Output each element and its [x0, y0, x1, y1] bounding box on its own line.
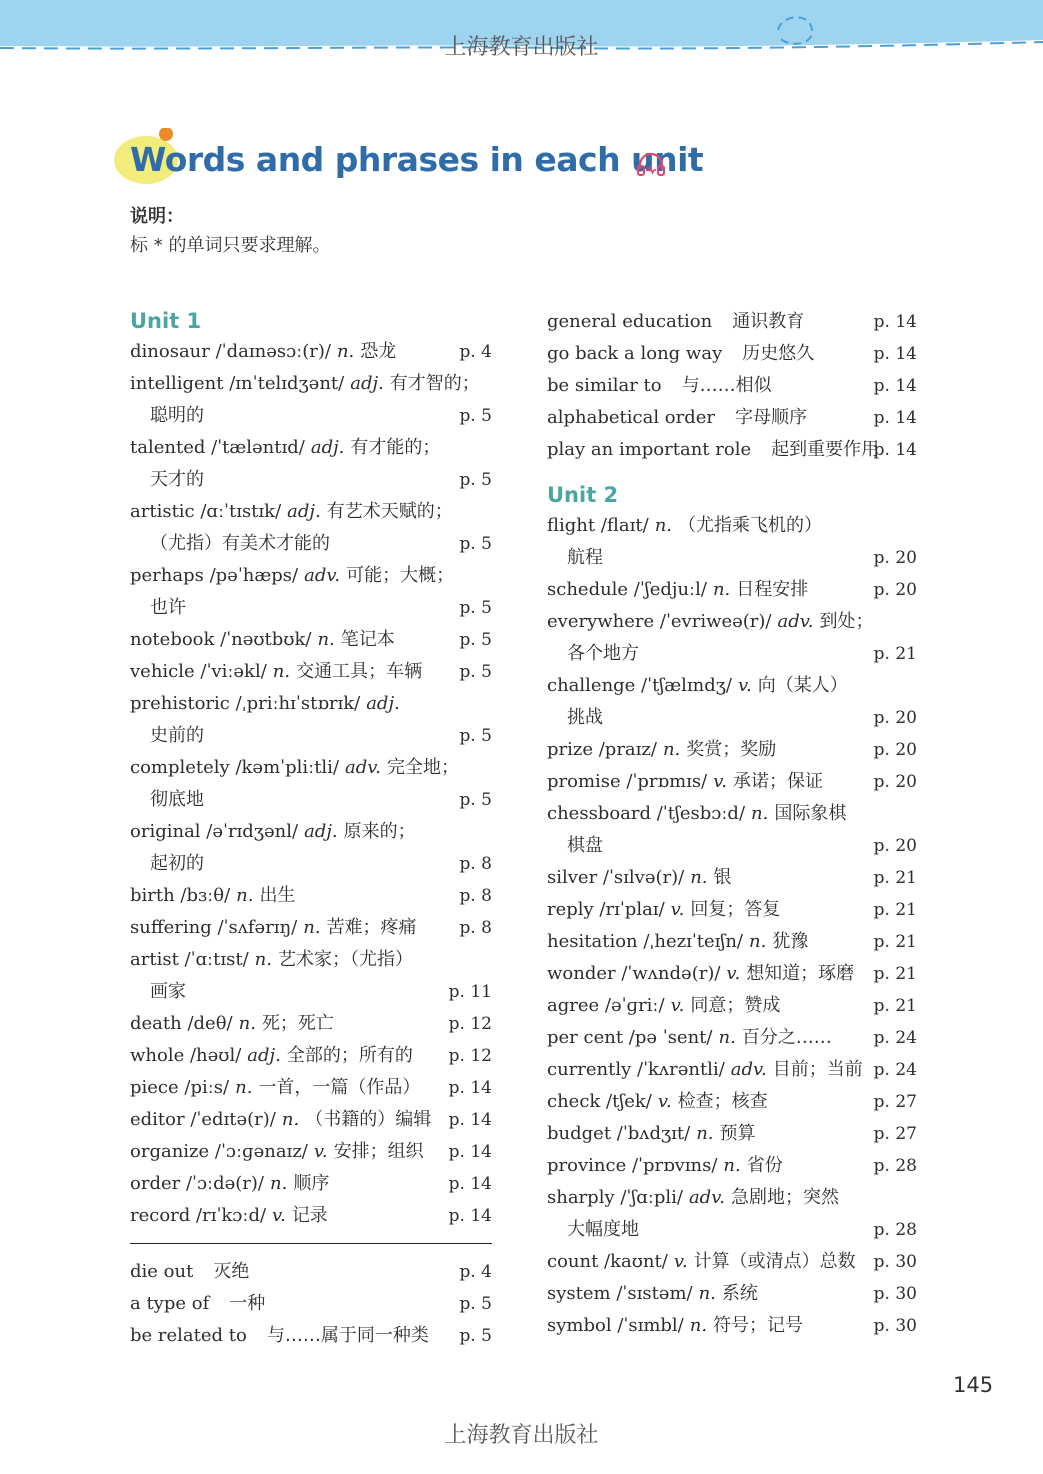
- page-ref: p. 20: [873, 772, 917, 792]
- word-entry: reply /rɪˈplaɪ/ v. 回复；答复 p. 21: [547, 894, 917, 926]
- page-ref: p. 20: [873, 740, 917, 760]
- word-entry: budget /ˈbʌdʒɪt/ n. 预算 p. 27: [547, 1118, 917, 1150]
- word-entry-continuation: 挑战 p. 20: [547, 702, 917, 734]
- word-entry: per cent /pə ˈsent/ n. 百分之…… p. 24: [547, 1022, 917, 1054]
- page-ref: p. 24: [873, 1060, 917, 1080]
- page-number: 145: [953, 1373, 994, 1397]
- word-entry: symbol /ˈsɪmbl/ n. 符号；记号 p. 30: [547, 1310, 917, 1342]
- page-ref: p. 12: [448, 1046, 492, 1066]
- page-ref: p. 21: [873, 964, 917, 984]
- page-ref: p. 20: [873, 548, 917, 568]
- page-ref: p. 5: [459, 630, 492, 650]
- word-entry-continuation: 起初的 p. 8: [130, 848, 492, 880]
- word-entry-continuation: （尤指）有美术才能的 p. 5: [130, 528, 492, 560]
- word-entry: agree /əˈɡriː/ v. 同意；赞成 p. 21: [547, 990, 917, 1022]
- publisher-watermark-top: 上海教育出版社: [444, 35, 599, 60]
- page-ref: p. 21: [873, 868, 917, 888]
- phrase-entry: die out 灭绝 p. 4: [130, 1256, 492, 1288]
- page-ref: p. 5: [459, 598, 492, 618]
- page-ref: p. 5: [459, 1326, 492, 1346]
- left-column: [130, 306, 492, 1352]
- page-ref: p. 14: [448, 1110, 492, 1130]
- word-entry: notebook /ˈnəʊtbʊk/ n. 笔记本 p. 5: [130, 624, 492, 656]
- word-entry: check /tʃek/ v. 检查；核查 p. 27: [547, 1086, 917, 1118]
- page-ref: p. 14: [873, 408, 917, 428]
- page-ref: p. 21: [873, 644, 917, 664]
- page-ref: p. 28: [873, 1220, 917, 1240]
- word-entry: province /ˈprɒvɪns/ n. 省份 p. 28: [547, 1150, 917, 1182]
- phrase-entry: play an important role 起到重要作用 p. 14: [547, 434, 917, 466]
- word-entry: count /kaʊnt/ v. 计算（或清点）总数 p. 30: [547, 1246, 917, 1278]
- page-ref: p. 27: [873, 1092, 917, 1112]
- word-entry: schedule /ˈʃedjuːl/ n. 日程安排 p. 20: [547, 574, 917, 606]
- word-entry-continuation: 大幅度地 p. 28: [547, 1214, 917, 1246]
- word-entry-continuation: 画家 p. 11: [130, 976, 492, 1008]
- word-entry: wonder /ˈwʌndə(r)/ v. 想知道；琢磨 p. 21: [547, 958, 917, 990]
- page-ref: p. 27: [873, 1124, 917, 1144]
- note-body: 标 * 的单词只要求理解。: [130, 235, 331, 256]
- phrase-entry: general education 通识教育 p. 14: [547, 306, 917, 338]
- page-ref: p. 14: [873, 376, 917, 396]
- page-ref: p. 28: [873, 1156, 917, 1176]
- phrase-entry: go back a long way 历史悠久 p. 14: [547, 338, 917, 370]
- word-entry-continuation: 也许 p. 5: [130, 592, 492, 624]
- page-ref: p. 20: [873, 708, 917, 728]
- word-entry: artistic /ɑːˈtɪstɪk/ adj. 有艺术天赋的；: [130, 501, 453, 522]
- word-entry: prehistoric /ˌpriːhɪˈstɒrɪk/ adj.: [130, 693, 400, 714]
- page-ref: p. 20: [873, 836, 917, 856]
- page-ref: p. 5: [459, 470, 492, 490]
- word-entry: sharply /ˈʃɑːpli/ adv. 急剧地；突然: [547, 1187, 839, 1208]
- page-ref: p. 14: [873, 440, 917, 460]
- word-entry: vehicle /ˈviːəkl/ n. 交通工具；车辆 p. 5: [130, 656, 492, 688]
- page-ref: p. 11: [448, 982, 492, 1002]
- word-entry-continuation: 彻底地 p. 5: [130, 784, 492, 816]
- word-entry: birth /bɜːθ/ n. 出生 p. 8: [130, 880, 492, 912]
- page-ref: p. 4: [459, 1262, 492, 1282]
- word-entry-continuation: 各个地方 p. 21: [547, 638, 917, 670]
- page-title: Words and phrases in each unit: [130, 140, 704, 179]
- page-ref: p. 5: [459, 406, 492, 426]
- page-ref: p. 12: [448, 1014, 492, 1034]
- page-ref: p. 5: [459, 790, 492, 810]
- page-ref: p. 30: [873, 1316, 917, 1336]
- word-entry: organize /ˈɔːɡənaɪz/ v. 安排；组织 p. 14: [130, 1136, 492, 1168]
- word-entry-continuation: 史前的 p. 5: [130, 720, 492, 752]
- page-ref: p. 8: [459, 854, 492, 874]
- page-ref: p. 20: [873, 580, 917, 600]
- word-entry: completely /kəmˈpliːtli/ adv. 完全地；: [130, 757, 460, 778]
- word-entry: dinosaur /ˈdaɪnəsɔː(r)/ n. 恐龙 p. 4: [130, 336, 492, 368]
- page-ref: p. 14: [448, 1142, 492, 1162]
- word-entry: silver /ˈsɪlvə(r)/ n. 银 p. 21: [547, 862, 917, 894]
- page-ref: p. 30: [873, 1252, 917, 1272]
- phrase-entry: be similar to 与……相似 p. 14: [547, 370, 917, 402]
- word-entry: death /deθ/ n. 死；死亡 p. 12: [130, 1008, 492, 1040]
- word-entry: intelligent /ɪnˈtelɪdʒənt/ adj. 有才智的；: [130, 373, 480, 394]
- page-ref: p. 14: [873, 312, 917, 332]
- word-entry: system /ˈsɪstəm/ n. 系统 p. 30: [547, 1278, 917, 1310]
- page-ref: p. 24: [873, 1028, 917, 1048]
- page-ref: p. 14: [448, 1174, 492, 1194]
- note-title: 说明：: [130, 206, 184, 227]
- word-entry: challenge /ˈtʃælɪndʒ/ v. 向（某人）: [547, 675, 848, 696]
- right-column: [547, 306, 917, 1342]
- page-ref: p. 5: [459, 662, 492, 682]
- phrase-entry: be related to 与……属于同一种类 p. 5: [130, 1320, 492, 1352]
- page-ref: p. 5: [459, 1294, 492, 1314]
- page-ref: p. 8: [459, 886, 492, 906]
- publisher-watermark-bottom: 上海教育出版社: [444, 1423, 599, 1448]
- word-entry: everywhere /ˈevriweə(r)/ adv. 到处；: [547, 611, 874, 632]
- headphones-icon: [636, 151, 666, 177]
- page-ref: p. 4: [459, 342, 492, 362]
- word-entry-continuation: 天才的 p. 5: [130, 464, 492, 496]
- word-entry: prize /praɪz/ n. 奖赏；奖励 p. 20: [547, 734, 917, 766]
- page-ref: p. 30: [873, 1284, 917, 1304]
- note-block: [130, 205, 330, 259]
- word-entry-continuation: 航程 p. 20: [547, 542, 917, 574]
- word-entry: chessboard /ˈtʃesbɔːd/ n. 国际象棋: [547, 803, 847, 824]
- page-ref: p. 21: [873, 900, 917, 920]
- word-entry: artist /ˈɑːtɪst/ n. 艺术家；（尤指）: [130, 949, 413, 970]
- word-entry: editor /ˈedɪtə(r)/ n. （书籍的）编辑 p. 14: [130, 1104, 492, 1136]
- phrase-entry: alphabetical order 字母顺序 p. 14: [547, 402, 917, 434]
- page-ref: p. 5: [459, 726, 492, 746]
- word-entry: suffering /ˈsʌfərɪŋ/ n. 苦难；疼痛 p. 8: [130, 912, 492, 944]
- word-entry: perhaps /pəˈhæps/ adv. 可能；大概；: [130, 565, 455, 586]
- page-ref: p. 21: [873, 932, 917, 952]
- word-entry-continuation: 棋盘 p. 20: [547, 830, 917, 862]
- page-ref: p. 14: [448, 1078, 492, 1098]
- unit-1-heading: Unit 1: [130, 309, 202, 333]
- unit-2-heading: Unit 2: [547, 483, 619, 507]
- word-entry: whole /həʊl/ adj. 全部的；所有的 p. 12: [130, 1040, 492, 1072]
- page-ref: p. 14: [448, 1206, 492, 1226]
- word-entry: flight /flaɪt/ n. （尤指乘飞机的）: [547, 515, 823, 536]
- word-entry: currently /ˈkʌrəntli/ adv. 目前；当前 p. 24: [547, 1054, 917, 1086]
- word-entry: piece /piːs/ n. 一首，一篇（作品） p. 14: [130, 1072, 492, 1104]
- page-ref: p. 5: [459, 534, 492, 554]
- word-entry: hesitation /ˌhezɪˈteɪʃn/ n. 犹豫 p. 21: [547, 926, 917, 958]
- section-divider: [130, 1243, 492, 1244]
- phrase-entry: a type of 一种 p. 5: [130, 1288, 492, 1320]
- page-ref: p. 21: [873, 996, 917, 1016]
- page-ref: p. 14: [873, 344, 917, 364]
- word-entry: promise /ˈprɒmɪs/ v. 承诺；保证 p. 20: [547, 766, 917, 798]
- page-ref: p. 8: [459, 918, 492, 938]
- word-entry: record /rɪˈkɔːd/ v. 记录 p. 14: [130, 1200, 492, 1232]
- word-entry: order /ˈɔːdə(r)/ n. 顺序 p. 14: [130, 1168, 492, 1200]
- word-entry: talented /ˈtæləntɪd/ adj. 有才能的；: [130, 437, 441, 458]
- word-entry-continuation: 聪明的 p. 5: [130, 400, 492, 432]
- word-entry: original /əˈrɪdʒənl/ adj. 原来的；: [130, 821, 416, 842]
